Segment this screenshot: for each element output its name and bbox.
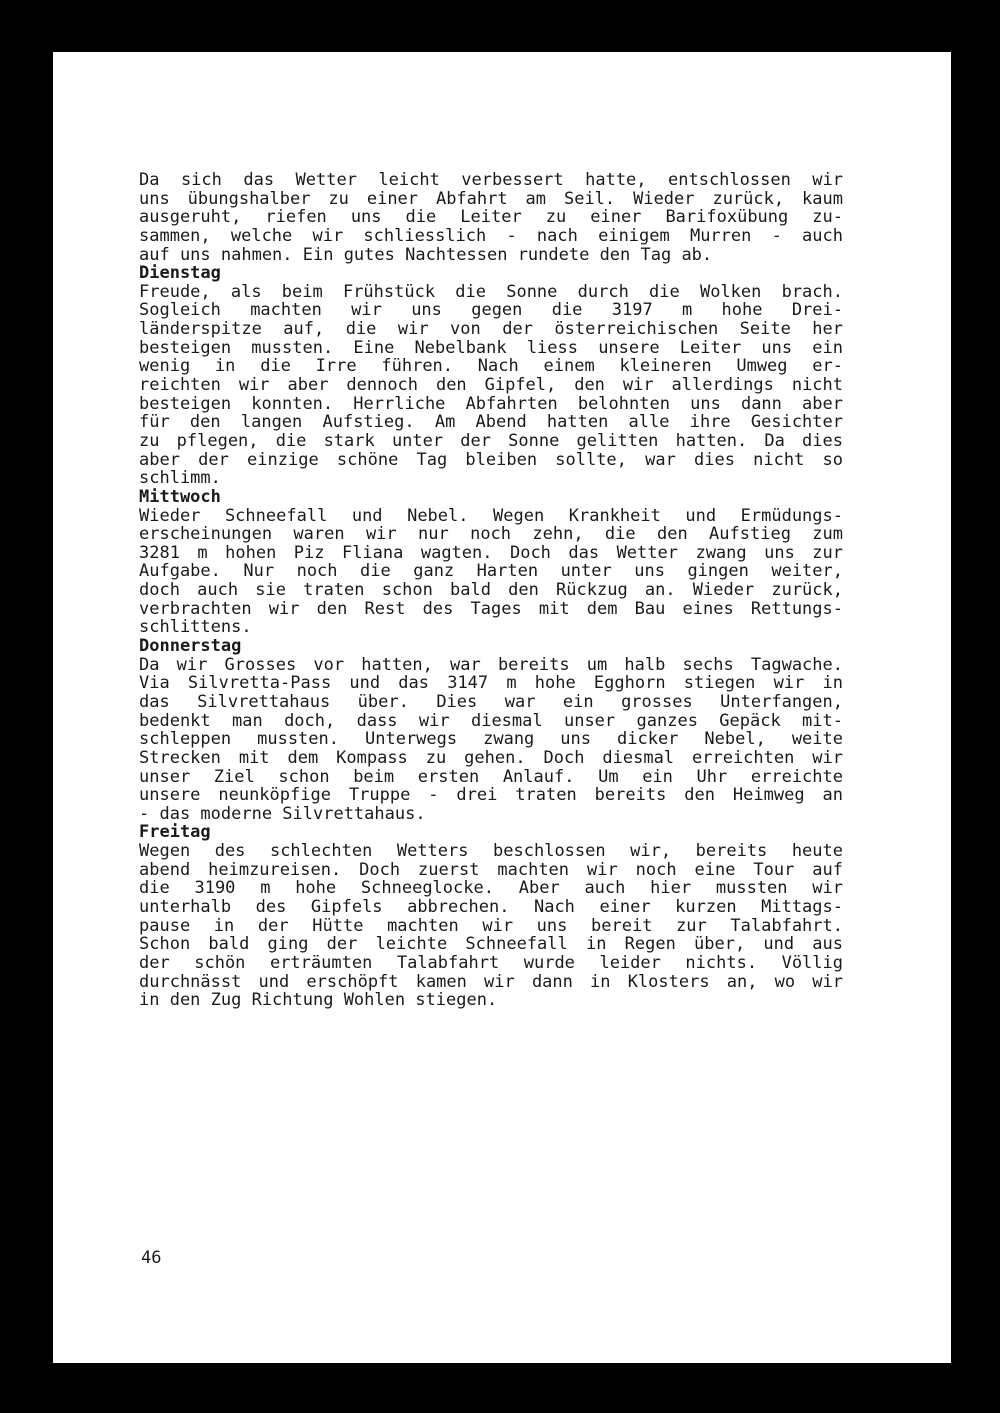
text-line: Da wir Grosses vor hatten, war bereits um halb sechs Tagwache. [139,654,843,675]
text-line: Schon bald ging der leichte Schneefall in Regen über, und aus [139,934,843,955]
text-line: wenig in die Irre führen. Nach einem kleineren Umweg er- [139,356,843,377]
text-line: länderspitze auf, die wir von der österreichischen Seite her [139,319,843,340]
text-line: Wieder Schneefall und Nebel. Wegen Krankheit und Ermüdungs- [139,505,843,526]
page-number: 46 [141,1248,162,1268]
text-line: Wegen des schlechten Wetters beschlossen wir, bereits heute [139,841,843,862]
text-line: abend heimzureisen. Doch zuerst machten wir noch eine Tour auf [139,859,843,880]
text-line: pause in der Hütte machten wir uns bereit zur Talabfahrt. [139,915,843,936]
text-line: der schön erträumten Talabfahrt wurde leider nichts. Völlig [139,952,843,973]
text-line: das Silvrettahaus über. Dies war ein grosses Unterfangen, [139,691,843,712]
text-line: besteigen konnten. Herrliche Abfahrten belohnten uns dann aber [139,393,843,414]
text-line: doch auch sie traten schon bald den Rückzug an. Wieder zurück, [139,580,843,601]
text-line: sammen, welche wir schliesslich - nach einigem Murren - auch [139,225,843,246]
text-line: Sogleich machten wir uns gegen die 3197 m hohe Drei- [139,300,843,321]
text-line: durchnässt und erschöpft kamen wir dann in Klosters an, wo wir [139,971,843,992]
text-line: schleppen mussten. Unterwegs zwang uns dicker Nebel, weite [139,729,843,750]
text-line: Aufgabe. Nur noch die ganz Harten unter uns gingen weiter, [139,561,843,582]
text-line: besteigen mussten. Eine Nebelbank liess unsere Leiter uns ein [139,337,843,358]
text-line: zu pflegen, die stark unter der Sonne gelitten hatten. Da dies [139,430,843,451]
text-line: unser Ziel schon beim ersten Anlauf. Um ein Uhr erreichte [139,766,843,787]
text-line: ausgeruht, riefen uns die Leiter zu einer Barifoxübung zu- [139,207,843,228]
text-line: - das moderne Silvrettahaus. [139,803,426,824]
text-line: unsere neunköpfige Truppe - drei traten bereits den Heimweg an [139,785,843,806]
text-line: Freude, als beim Frühstück die Sonne durch die Wolken brach. [139,281,843,302]
text-line: Da sich das Wetter leicht verbessert hatte, entschlossen wir [139,170,843,190]
text-line: 3281 m hohen Piz Fliana wagten. Doch das Wetter zwang uns zur [139,542,843,563]
section-heading: Mittwoch [139,486,221,507]
text-line: die 3190 m hohe Schneeglocke. Aber auch hier mussten wir [139,878,843,899]
text-line: schlimm. [139,468,221,489]
section-heading: Donnerstag [139,636,242,657]
text-line: erscheinungen waren wir nur noch zehn, die den Aufstieg zum [139,524,843,545]
text-line: für den langen Aufstieg. Am Abend hatten alle ihre Gesichter [139,412,843,433]
text-line: bedenkt man doch, dass wir diesmal unser ganzes Gepäck mit- [139,710,843,731]
text-line: Strecken mit dem Kompass zu gehen. Doch diesmal erreichten wir [139,747,843,768]
section-heading: Freitag [139,822,211,843]
text-line: schlittens. [139,617,252,638]
text-line: verbrachten wir den Rest des Tages mit dem Bau eines Rettungs- [139,598,843,619]
section-heading: Dienstag [139,263,221,284]
body-text [139,171,843,1010]
text-line: auf uns nahmen. Ein gutes Nachtessen rundete den Tag ab. [139,244,713,265]
text-line: reichten wir aber dennoch den Gipfel, den wir allerdings nicht [139,375,843,396]
text-line: aber der einzige schöne Tag bleiben sollte, war dies nicht so [139,449,843,470]
text-line: in den Zug Richtung Wohlen stiegen. [139,990,498,1011]
document-page [53,52,951,1363]
text-line: Via Silvretta-Pass und das 3147 m hohe Egghorn stiegen wir in [139,673,843,694]
text-line: uns übungshalber zu einer Abfahrt am Seil. Wieder zurück, kaum [139,188,843,209]
text-line: unterhalb des Gipfels abbrechen. Nach einer kurzen Mittags- [139,896,843,917]
